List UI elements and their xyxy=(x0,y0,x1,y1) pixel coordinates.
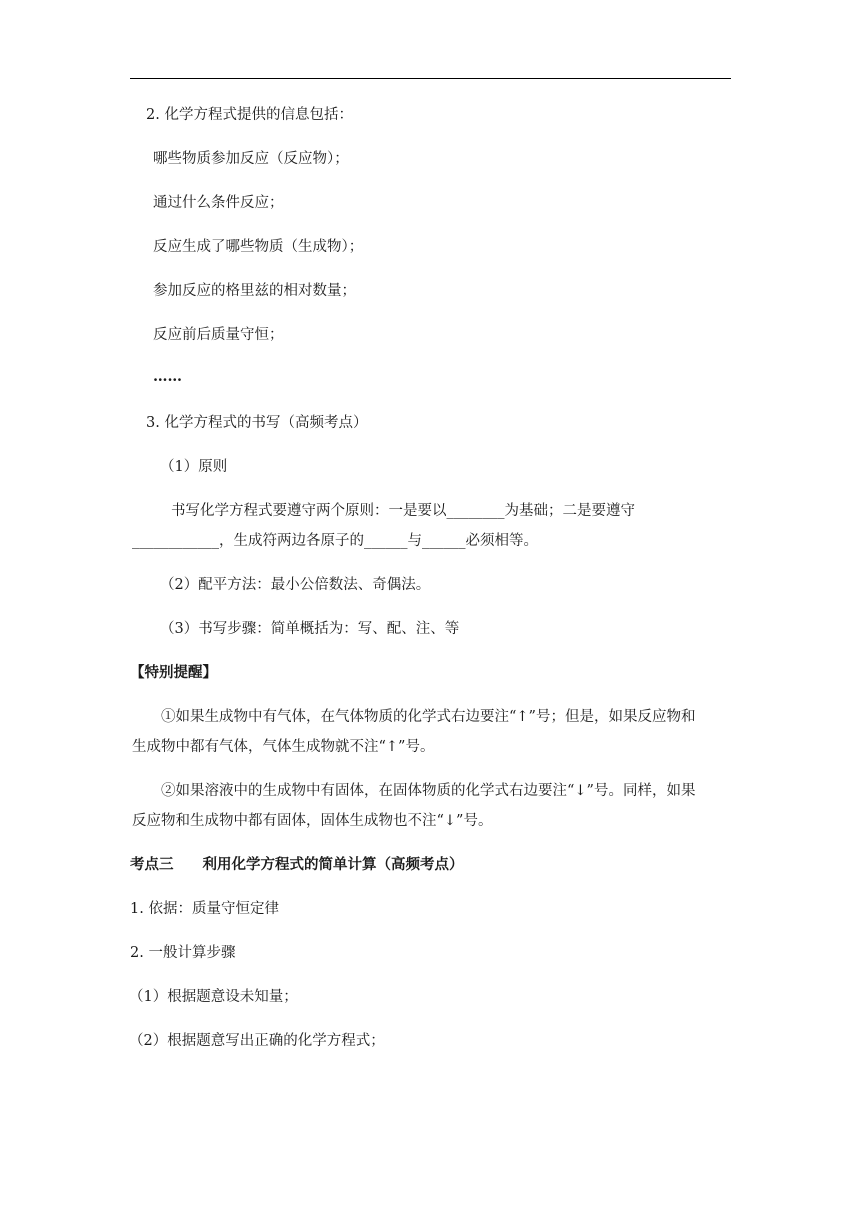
principle-line-2: ____________，生成符两边各原子的______与______必须相等。 xyxy=(132,533,538,549)
info-item-ellipsis: …… xyxy=(153,368,182,385)
info-item-quantities: 参加反应的格里兹的相对数量； xyxy=(153,283,356,299)
info-item-products: 反应生成了哪些物质（生成物）； xyxy=(153,239,364,255)
calc-step-2: （2）根据题意写出正确的化学方程式； xyxy=(129,1033,385,1049)
calc-steps-title: 2. 一般计算步骤 xyxy=(130,945,236,961)
writing-steps: （3）书写步骤：简单概括为：写、配、注、等 xyxy=(160,621,460,637)
info-item-mass-conservation: 反应前后质量守恒； xyxy=(153,327,284,343)
reminder-1-line-1: ①如果生成物中有气体，在气体物质的化学式右边要注“↑”号；但是，如果反应物和 xyxy=(161,709,696,725)
reminder-2-line-2: 反应物和生成物中都有固体，固体生成物也不注“↓”号。 xyxy=(132,813,493,829)
header-rule xyxy=(130,78,731,79)
calc-basis: 1. 依据：质量守恒定律 xyxy=(130,901,279,917)
calc-step-1: （1）根据题意设未知量； xyxy=(129,989,298,1005)
special-reminder-title: 【特别提醒】 xyxy=(130,664,217,681)
balance-method: （2）配平方法：最小公倍数法、奇偶法。 xyxy=(160,577,431,593)
principle-title: （1）原则 xyxy=(160,459,228,475)
info-item-conditions: 通过什么条件反应； xyxy=(153,195,284,211)
section-3-title: 3. 化学方程式的书写（高频考点） xyxy=(146,415,368,431)
section-2-title: 2. 化学方程式提供的信息包括： xyxy=(146,107,353,123)
principle-line-1: 书写化学方程式要遵守两个原则：一是要以________为基础；二是要遵守 xyxy=(171,503,635,519)
reminder-2-line-1: ②如果溶液中的生成物中有固体，在固体物质的化学式右边要注“↓”号。同样，如果 xyxy=(161,783,696,799)
key-point-3-title: 考点三 利用化学方程式的简单计算（高频考点） xyxy=(130,856,464,873)
info-item-reactants: 哪些物质参加反应（反应物）； xyxy=(153,151,349,167)
reminder-1-line-2: 生成物中都有气体，气体生成物就不注“↑”号。 xyxy=(132,739,435,755)
